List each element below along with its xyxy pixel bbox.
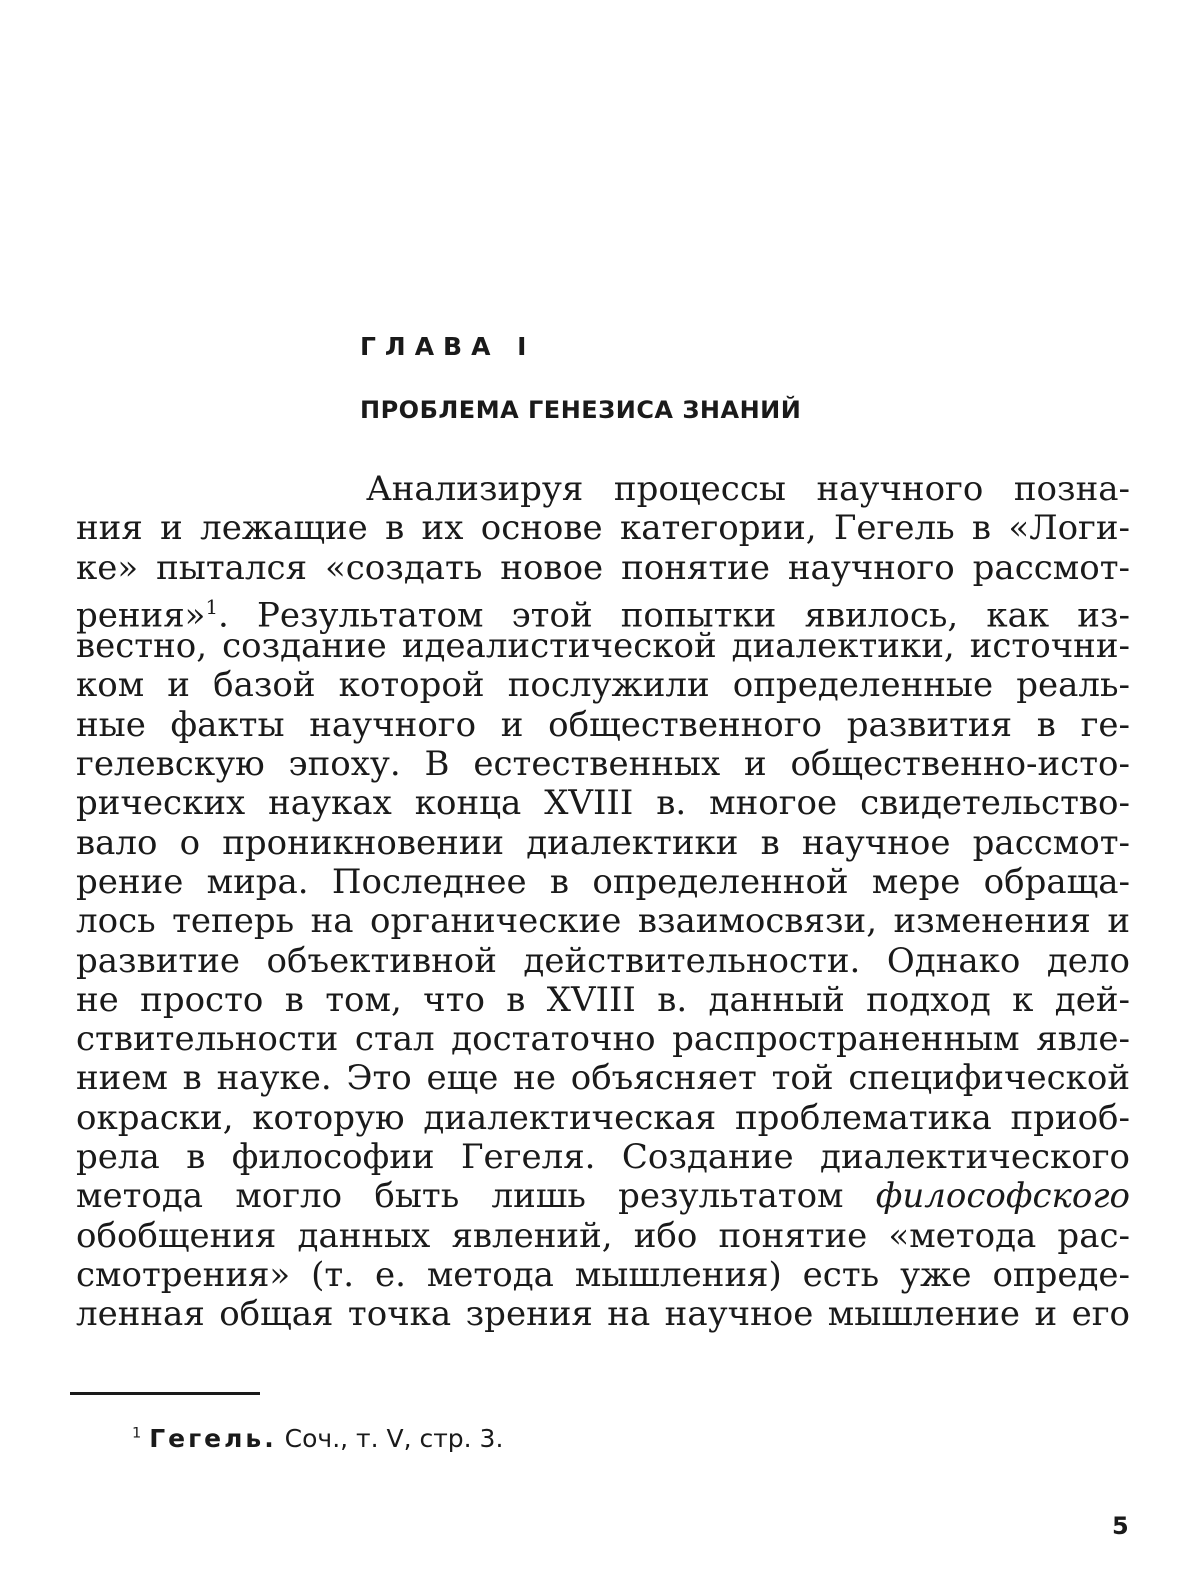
text-line: ствительности стал достаточно распространенным явле-	[76, 1019, 1130, 1060]
text-line: ком и базой которой послужили определенные реаль-	[76, 665, 1130, 706]
text-line: вестно, создание идеалистической диалектики, источни-	[76, 626, 1130, 667]
text-line: ленная общая точка зрения на научное мышление и его	[76, 1294, 1130, 1335]
text-line: развитие объективной действительности. Однако дело	[76, 940, 1130, 981]
footnote-marker: 1	[132, 1425, 142, 1442]
footnote-divider	[70, 1392, 260, 1395]
text-line: окраски, которую диалектическая проблематика приоб-	[76, 1097, 1130, 1138]
footnote-reference: 1	[205, 595, 219, 619]
text-line: рических науках конца XVIII в. многое свидетельство-	[76, 783, 1130, 824]
footnote-reference-text: Соч., т. V, стр. 3.	[284, 1424, 504, 1453]
text-line: рела в философии Гегеля. Создание диалектического	[76, 1137, 1130, 1178]
footnote-author: Гегель.	[149, 1424, 277, 1453]
text-line: ные факты научного и общественного развития в ге-	[76, 704, 1130, 745]
text-line: смотрения» (т. е. метода мышления) есть уже опреде-	[76, 1254, 1130, 1295]
chapter-label: ГЛАВА I	[360, 332, 536, 361]
text-line: Анализируя процессы научного позна-	[366, 469, 1130, 509]
text-line: метода могло быть лишь результатом философского	[76, 1176, 1130, 1217]
text-line: рение мира. Последнее в определенной мере обраща-	[76, 861, 1130, 902]
text-line: ния и лежащие в их основе категории, Гегель в «Логи-	[76, 508, 1130, 549]
text-line: ке» пытался «создать новое понятие научного рассмот-	[76, 547, 1130, 588]
text-line: лось теперь на органические взаимосвязи, изменения и	[76, 901, 1130, 942]
text-line: не просто в том, что в XVIII в. данный подход к дей-	[76, 979, 1130, 1020]
text-line: гелевскую эпоху. В естественных и общественно-исто-	[76, 744, 1130, 785]
text-line: обобщения данных явлений, ибо понятие «метода рас-	[76, 1215, 1130, 1256]
text-line: рения»$^1$. Результатом этой попытки явилось, как из-	[76, 595, 1130, 636]
text-line: вало о проникновении диалектики в научное рассмот-	[76, 822, 1130, 863]
footnote	[132, 1424, 503, 1453]
text-line: нием в науке. Это еще не объясняет той специфической	[76, 1058, 1130, 1099]
emphasized-word: философского	[875, 1176, 1130, 1217]
body-text	[76, 470, 1130, 1335]
page-number: 5	[1112, 1512, 1129, 1540]
chapter-title: ПРОБЛЕМА ГЕНЕЗИСА ЗНАНИЙ	[360, 396, 802, 424]
